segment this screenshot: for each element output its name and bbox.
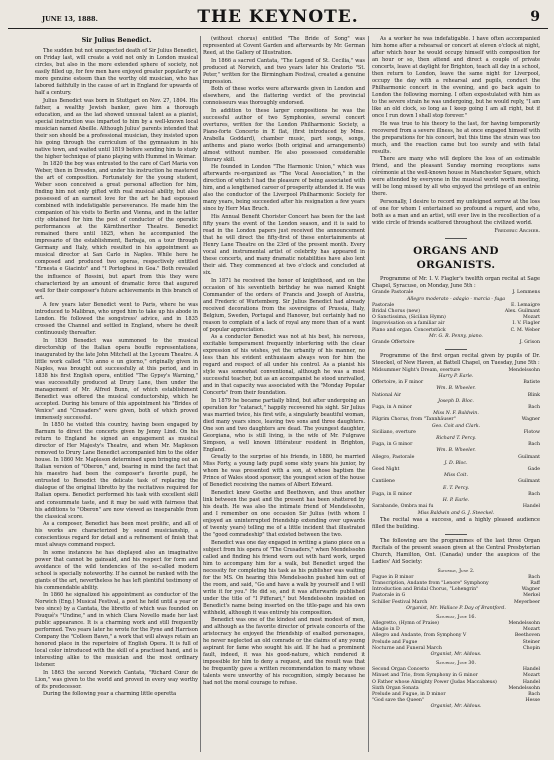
programme-item: Organist, Mr. Wallace P. Day of Brantford.: [406, 605, 506, 611]
piece-title: Grande Offertoire: [372, 340, 415, 346]
composer-name: Hesse: [525, 698, 540, 704]
programme-item: Miss Coit.: [444, 473, 468, 479]
article-title: Sir Julius Benedict.: [81, 36, 152, 44]
paragraph: In some instances he has displayed also an imaginative power that cannot be gainsaid, and his respect for form and avoidance of the wild tendencies of the so-called modern school is specially noteworthy. If he cannot be ranked with the giants of the art, nevertheless he has left plentiful testimony of his commendable ability.: [35, 549, 198, 591]
paragraph: The sudden but not unexpected death of Sir Julius Benedict, on Friday last, will create a void not only in London musical circles, but also in the more extended sphere of society, not easily filled up, for few men have enjoyed greater popularity or more genuine esteem than the worthy old musician, who has labored faithfully in the cause of art in England for upwards of half a century.: [35, 48, 198, 97]
paragraph: In 1866 a sacred Cantata, "The Legend of St. Cecilia," was produced at Norwich, and two years later his Oratorio "St. Peter," written for the Birmingham Festival, created a genuine impression.: [203, 57, 365, 85]
piece-title: O Sanctissima, (Sicilian Hymn): [372, 315, 446, 321]
composer-name: Mozart: [522, 315, 540, 321]
piece-title: Fuga, in E minor: [372, 491, 412, 497]
programme-intro: The following are the programmes of the last three Organ Recitals of the present season given at the Central Presbyterian Church, Hamilton, Ont. (Canada) under the auspices of the Ladies' Aid Society:: [372, 537, 540, 565]
piece-title: "God save the Queen": [372, 698, 425, 704]
section-title: ORGANS AND ORGANISTS.: [413, 244, 499, 271]
programme-item: Allegro moderato - adagio - marcia - fuga: [406, 296, 506, 302]
paragraph: As a worker he was indefatigable. I have often accompanied him home after a rehearsal or concert at eleven o'clock at night, after which hour he would occupy himself with composition for an hour or so, then attend and direct a couple of private concerts, leave at daylight for Brighton, teach all day in a school, then return to London, leave the same night for Liverpool, occupy the day with a rehearsal and pupils, conduct the Philharmonic concert in the evening, and go back again to London the following morning. I often expostulated with him as to the severe strain he was undergoing, but he would reply, "I am like an old clock, so long as I keep going I am all right, but if once I run down I shall stop forever.": [372, 36, 540, 120]
composer-name: Wagner: [521, 417, 540, 423]
programme-item: [372, 340, 540, 346]
piece-title: Pastorale in G: [372, 593, 406, 599]
composer-name: Bach: [528, 692, 540, 698]
composer-name: I. V. Flagler: [512, 321, 540, 327]
column-left: [35, 36, 198, 756]
composer-name: Mozart: [522, 627, 540, 633]
composer-name: Meyerbeer: [513, 599, 540, 605]
paragraph: A few years later Benedict went to Paris, where he was introduced to Malibran, who urged him to take up his abode in London. He followed the songstress' advice, and in 1835 crossed the Channel and settled in England, where he dwelt continuously thereafter.: [35, 302, 198, 337]
paragraph: His Annual Benefit Chorister Concert has been for the last fifty years the event of the London season, and it is said to read in the London papers just received the announcement that he will direct the fifty-first of these entertainments at Henry Lane Theatre on the 23rd of the present month. Every vocal and instrumental artist of celebrity has appeared in these concerts, and many dramatic notabilities have also lent their aid. They commenced at two o'clock and concluded at six.: [203, 213, 365, 277]
piece-title: Fuga, in A minor: [372, 405, 412, 411]
piece-title: Prelude and Fugue: [372, 639, 418, 645]
piece-title: Fuga, in G minor: [372, 442, 413, 448]
programme-item: E. T. Percy.: [443, 485, 469, 491]
piece-title: Offertoire, in F minor: [372, 380, 424, 386]
recital-date: Saturday, June 2.: [437, 568, 475, 574]
recital-date: Saturday, June 16.: [436, 615, 476, 621]
programme-item: H. P. Earle.: [442, 498, 470, 504]
composer-name: Raff: [530, 581, 540, 586]
piece-title: Allegretto, (Hymn of Praise): [372, 621, 440, 627]
programme-item: Mr. G. R. Penny, piano.: [429, 333, 483, 339]
programme-list: [372, 621, 540, 658]
paragraph: In 1850 he visited this country, having been engaged by Barnum to direct the concerts given by Jenny Lind. On his return to England he signed an engagement as musical director of Her Majesty's Theatre, and when Mr. Mapleson removed to Drury Lane Benedict accompanied him to the older house. In 1860 Mr. Mapleson determined upon bringing out an Italian version of "Oberon," and, bearing in mind the fact that his maestro had been the composer's favorite pupil, he entrusted to Benedict the delicate task of replacing the dialogue of the original libretto by the recitatives required for Italian opera. Benedict performed his task with excellent skill and consummate taste, and it may be said with fairness that his additions to "Oberon" are now viewed as inseparable from the classical score.: [35, 422, 198, 520]
paragraph: Julius Benedict was born in Stuttgart on Nov. 27, 1804. His father, a wealthy Jewish banker, gave him a thorough education, and as the lad showed unusual talent as a pianist, special instruction was imparted to him by a well-known local musician named Abeille. Although Julius' parents intended that their son should be a professional musician, they insisted upon his going through the curriculum of the gymnasium in his native town, and waited until 1819 before sending him to study the higher technique of piano playing with Hummel in Weimar.: [35, 97, 198, 160]
composer-name: J. Grison: [519, 340, 540, 346]
paragraph: During the following year a charming little operetta: [43, 691, 177, 698]
programme-list: [372, 290, 540, 346]
programme-item: Richard T. Percy.: [436, 436, 476, 442]
article-body: [35, 48, 198, 698]
composer-name: Merkel: [523, 593, 540, 599]
paragraph: In 1860 he signalized his appointment as conductor of the Norwich (Eng.) Musical Festival, a post he held until a year or two since) by a Cantata, the libretto of which was founded on Fouqué's "Undine," and in which Clara Novello made her last public appearance. It is a charming work and still frequently performed. Two years later he wrote for the Pyne and Harrison Company the "Colleen Bawn," a work that will always retain an honored place in the repertoire of English Opera. It is full of local color introduced with the skill of a practised hand, and is interesting alike to the musician and the most ordinary listener.: [35, 592, 198, 669]
composer-name: Beethoven: [514, 633, 540, 639]
piece-title: Midsummer Night's Dream, overture: [372, 367, 461, 373]
programme-item: Organist, Mr. Aldous.: [430, 704, 482, 710]
paragraph: As a conductor Benedict was not at his best, his nervous, excitable temperament frequently interfering with the clear expression of his wishes, yet the urbanity of his manner, no less than his evident enthusiasm always won for him the regard and respect of all under his control. As a pianist his style was somewhat conventional, although he was a most successful teacher, but as an accompanist he stood unrivalled, and in that capacity was associated with the "Monday Popular Concerts" from their foundation.: [203, 334, 365, 397]
programme-intro: Programme of the first organ recital given by pupils of Dr. Steeckel, of New Haven, at Battell Chapel, on Tuesday, June 5th :: [372, 353, 540, 367]
paragraph: As a composer, Benedict has been most prolific, and all of his works are characterized by sound musicianship, a conscientious regard for detail and a refinement of finish that must always command respect.: [35, 521, 198, 549]
programme-list: [372, 575, 540, 612]
composer-name: Mendelssohn: [508, 621, 540, 627]
composer-name: Handel: [522, 679, 540, 685]
article-body-continued: [203, 36, 365, 687]
composer-name: C. M. Weber: [510, 327, 540, 333]
composer-name: E. Lemaigre: [510, 302, 540, 308]
piece-title: Pastorale: [372, 302, 395, 308]
paragraph: He was true to his theory to the last, for having temporarily recovered from a severe illness, he at once engaged himself with the preparations for his concert, but this time the strain was too much, and the reaction came but too surely and with fatal results.: [372, 120, 540, 155]
composer-name: Bach: [528, 405, 540, 411]
composer-name: Handel: [522, 504, 540, 510]
page-number: 9: [530, 9, 540, 25]
piece-title: Schiller Festival March: [372, 599, 428, 605]
column-middle: [203, 36, 365, 756]
composer-name: Chopin: [523, 645, 540, 651]
piece-title: Prelude and Fugue, in D minor: [372, 692, 446, 698]
composer-name: Blink: [527, 392, 540, 398]
composer-name: Flotow: [523, 429, 540, 435]
paragraph: Personally, I desire to record my unfeigned sorrow at the loss of one for whom I entertained so profound a regard, and who, both as a man and an artist, will ever live in the recollection of a wide circle of friends scattered throughout the civilized world.: [372, 198, 540, 226]
author-signature: Frederic Archer.: [494, 227, 540, 234]
programme-item: Wm. B. Wheeler.: [436, 386, 476, 392]
section-separator: [445, 349, 467, 350]
piece-title: Good Night: [372, 467, 400, 473]
composer-name: Wagner: [521, 587, 540, 593]
programme-item: Miss Baldwin and G. J. Steeckel.: [417, 510, 495, 516]
publication-title: THE KEYNOTE.: [197, 7, 359, 27]
piece-title: Minuet and Trio, from Symphony in G minor: [372, 673, 478, 679]
piece-title: Sarabande, Ombra mai fu: [372, 504, 434, 510]
composer-name: Mozart: [522, 673, 540, 679]
paragraph: Benedict was one of the kindest and most modest of men, and although as the favorite director of private concerts of the aristocracy he enjoyed the friendship of exalted personages, he never neglected an old comrade or the claims of any young aspirant for fame who sought his aid. If he had a prominent fault, indeed, it was his good-nature, which rendered it impossible for him to deny a request, and the result was that he frequently gave a written recommendation to many whose talents were unworthy of his recognition, simply because he had not the moral courage to refuse.: [203, 617, 365, 687]
composer-name: Mendelssohn: [508, 685, 540, 691]
piece-title: Allegro and Andante, from Symphony V: [372, 633, 467, 639]
piece-title: Piano and organ. Concertstück: [372, 327, 446, 333]
composer-name: Bach: [528, 442, 540, 448]
composer-name: J. Lemmens: [512, 290, 540, 296]
piece-title: Adagio in D: [372, 627, 400, 633]
composer-name: Mendelssohn: [508, 367, 540, 373]
paragraph: In addition to these larger compositions he was the successful author of two Symphonies, several concert overtures, written for the London Philharmonic Society, a Piano-forte Concerto in E flat, (first introduced by Mme. Arabella Goddard), chamber music, part songs, songs, anthems and piano works (both original and arrangements) almost without number. He also possessed considerable literary skill.: [203, 107, 365, 163]
paragraph: Benedict was one day engaged in writing a piano piece on a subject from his opera of "The Crusaders," when Mendelssohn called and finding his friend worn out with hard work, urged him to accompany him for a walk, but Benedict urged the necessity for completing his task as his publisher was waiting for the MS. On hearing this Mendelssohn pushed him out of the room, and said, "Go and have a walk by yourself and I will write it for you." He did so, and it was afterwards published under the title of "I Pifferari," but Mendelssohn insisted on Benedict's name being inserted on the title-page and his own withheld, although it was entirely his composition.: [203, 539, 365, 616]
article-conclusion: [372, 36, 540, 227]
programme-list: [372, 368, 540, 517]
programme-item: Joseph D. Bloc.: [438, 398, 474, 404]
composer-name: Guilmant: [518, 454, 540, 460]
composer-name: Gade: [527, 467, 540, 473]
paragraph: In 1863 the second Norwich Cantata, "Richard Cœur de Lion," was given to the world and proved in every way worthy of its predecessor.: [35, 669, 198, 690]
section-separator: [445, 238, 467, 239]
piece-title: Improvisation on a familiar air: [372, 321, 445, 327]
piece-title: Transcription, Andante from "Lenore" Symphony: [372, 581, 489, 586]
paragraph: (without chorus) entitled "The Bride of Song" was represented at Covent Garden and afterwards by Mr. German Reed, at the Gallery of Illustration.: [203, 36, 365, 57]
programme-intro: Programme of Mr. I. V. Flagler's twelfth organ recital at Sage Chapel, Syracuse, on Monday, June 5th :: [372, 275, 540, 289]
paragraph: In 1879 he became partially blind, but after undergoing an operation for "cataract," happily recovered his sight. Sir Julius was married twice, his first wife, a singularly beautiful woman, died many years since, leaving two sons and three daughters. One son and two daughters are dead. The youngest daughter, Georgiana, who is still living, is the wife of Mr. Fulgrave Simpson, a well known littérateur resident in Brighton, England.: [203, 397, 365, 453]
masthead: [8, 4, 548, 29]
composer-name: Steiner: [522, 639, 540, 645]
piece-title: National Air: [372, 392, 402, 398]
column-divider: [368, 36, 369, 752]
composer-name: Alex. Guilmant: [504, 309, 540, 315]
composer-name: Handel: [522, 667, 540, 673]
paragraph: There are many who will deplore the loss of an estimable friend, and the pleasant Sunday morning receptions sans cérémonie at the well-known house in Manchester Square, which were attended by everyone in the musical world worth meeting, will be long missed by all who enjoyed the privilege of an entrée there.: [372, 156, 540, 198]
composer-name: Batiste: [523, 380, 540, 386]
programme-item: J. D. Bloc.: [444, 460, 468, 466]
column-divider: [200, 36, 201, 752]
piece-title: Bridal Chorus (new): [372, 309, 421, 315]
programme-item: Organist, Mr. Aldous.: [430, 652, 482, 658]
piece-title: Siciliano, overture: [372, 429, 416, 435]
recital-note: The recital was a success, and a highly pleased audience filled the building.: [372, 516, 540, 530]
issue-date: JUNE 13, 1888.: [42, 15, 98, 23]
paragraph: In 1836 Benedict was summoned to the musical directorship of the Italian opera bouffe representations, inaugurated by the late John Mitchell at the Lyceum Theatre. A little work called "Un anno e un giorno," originally given in Naples, was brought out successfully at this period, and in 1838 his first English opera, entitled "The Gypsy's Warning," was successfully produced at Drury Lane, then under the management of Mr. Alfred Bunn, of which establishment Benedict was offered the musical conductorship, which he accepted. During his tenure of this appointment his "Brides of Venice" and "Crusaders" were given, both of which proved immensely successful.: [35, 337, 198, 421]
piece-title: Pilgrim Chorus, from "Tannhäuser": [372, 417, 456, 423]
piece-title: Introduction and Bridal Chorus, "Lohengrin": [372, 587, 479, 593]
paragraph: Benedict knew Goethe and Beethoven, and thus another link between the past and the present has been shattered by his death. He was also the intimate friend of Mendelssohn, and I remember on one occasion Sir Julius (with whom I enjoyed an uninterrupted friendship extending over upwards of twenty years) telling me of a little incident that illustrated the "good comradeship" that existed between the two.: [203, 490, 365, 539]
paragraph: Both of these works were afterwards given in London and elsewhere, and the flattering verdict of the provincial connoisseurs was thoroughly endorsed.: [203, 86, 365, 107]
piece-title: Fugue in B minor: [372, 574, 414, 580]
programme-item: Harry P. Earle.: [438, 374, 474, 380]
paragraph: In 1820 the boy was entrusted to the care of Carl Maria von Weber, then in Dresden, and under his instruction he mastered the art of composition. Fortunately for the young student, Weber soon conceived a great personal affection for him, finding him not only gifted with real musical ability, but also possessed of an earnest love for the art he had espoused combined with indefatigable perseverance. He made him the companion of his visits to Berlin and Vienna, and in the latter city obtained for him the post of conductor of the operatic performances at the Kärnthnerthor Theatre. Benedict remained there until 1825, when he accompanied the impresario of the establishment, Barbaja, on a tour through Germany and Italy, which resulted in his appointment as musical director at San Carlo in Naples. While here he composed and produced two operas, respectively entitled "Ernesta e Giacinto" and "I Portoghesi in Goa." Both revealed the influence of Rossini, but apart from this they were characterized by an amount of dramatic force that augured well for their composer's future achievements in this branch of art.: [35, 161, 198, 301]
recital-date: Saturday, June 30.: [436, 661, 476, 667]
programme-item: Wm. B. Wheeler.: [436, 448, 476, 454]
column-right: [372, 36, 540, 756]
programme-item: Miss N. F. Baldwin.: [433, 411, 479, 417]
piece-title: Cantilene: [372, 479, 395, 485]
composer-name: Bach: [528, 574, 540, 580]
programme-list: [372, 667, 540, 710]
piece-title: Allegro, Pastorale: [372, 454, 415, 460]
piece-title: Grande Pastorale: [372, 290, 414, 296]
piece-title: O Father whose Almighty Power (Judas Maccabæus): [372, 679, 497, 685]
piece-title: Sixth Organ Sonata: [372, 685, 419, 691]
section-separator: [445, 534, 467, 535]
piece-title: Nocturne and Funeral March: [372, 645, 442, 651]
piece-title: Second Organ Concerto: [372, 667, 430, 673]
paragraph: He founded in London "The Harmonic Union," which was afterwards re-organized as "The Vocal Association," in the direction of which I had the pleasure of being associated with him, and a lengthened career of prosperity attended it. He was also the conductor of the Liverpool Philharmonic Society for many years, being succeeded after his resignation a few years since by Herr Max Bruch.: [203, 164, 365, 213]
paragraph: Greatly to the surprise of his friends, in 1880, he married Miss Forty, a young lady pupil some sixty years his junior, by whom he was presented with a son, at whose baptism the Prince of Wales stood sponsor, the youngest scion of the house of Benedict receiving the names of Albert Edward.: [203, 454, 365, 489]
programme-item: Geo. Coit and Clark.: [431, 423, 481, 429]
paragraph: In 1871 he received the honor of knighthood, and on the occasion of his seventieth birthday he was named Knight Commander of the orders of Francis and Joseph of Austria, and Frederic of Wurtemberg. Sir Julius Benedict had already received decorations from the sovereigns of Prussia, Italy, Belgium, Sweden, Portugal and Hanover, but certainly had no reason to complain of a lack of royal any more than of a want of popular appreciation.: [203, 277, 365, 333]
composer-name: Guilmant: [518, 479, 540, 485]
composer-name: Bach: [528, 491, 540, 497]
